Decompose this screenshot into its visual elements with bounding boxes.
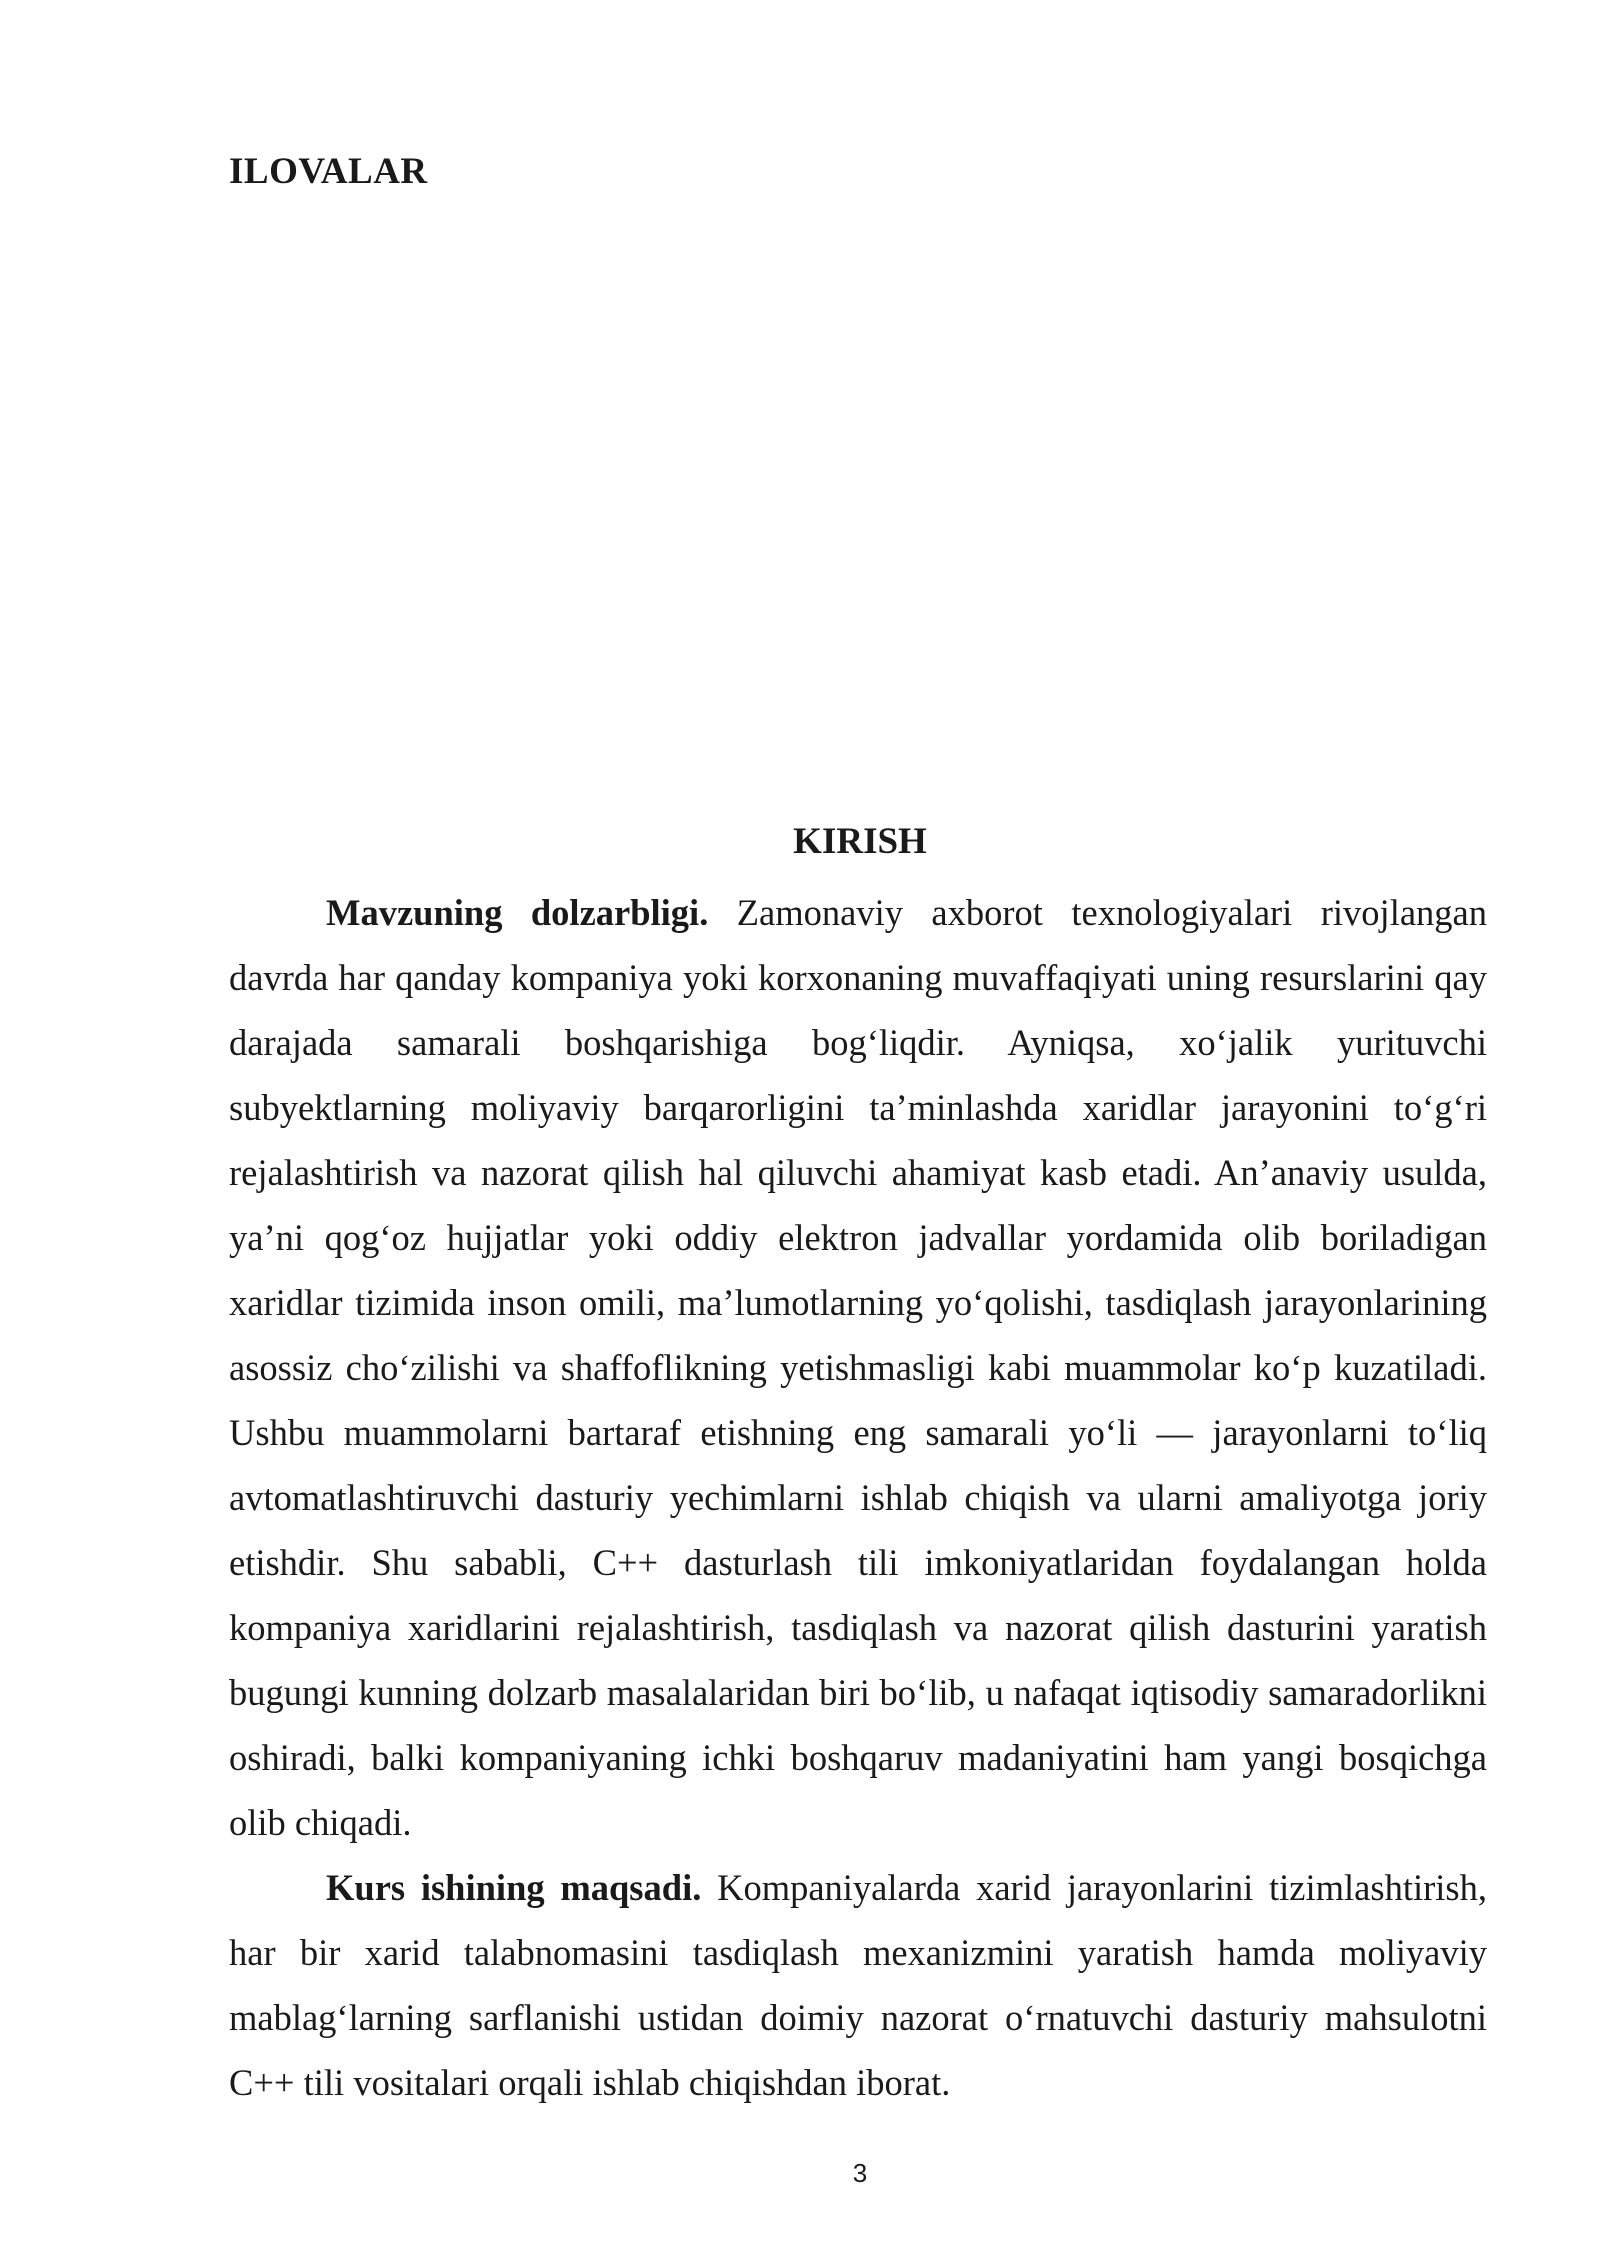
appendix-heading: ILOVALAR xyxy=(229,151,428,192)
body-text xyxy=(229,880,1487,2115)
paragraph-body: Zamonaviy axborot texnologiyalari rivojlangan davrda har qanday kompaniya yoki korxonaning muvaffaqiyati uning resurslarini qay darajada samarali boshqarishiga bog‘liqdir. Ayniqsa, xo‘jalik yurituvchi subyektlarning moliyaviy barqarorligini ta’minlashda xaridlar jarayonini to‘g‘ri rejalashtirish va nazorat qilish hal qiluvchi ahamiyat kasb etadi. An’anaviy usulda, ya’ni qog‘oz hujjatlar yoki oddiy elektron jadvallar yordamida olib boriladigan xaridlar tizimida inson omili, ma’lumotlarning yo‘qolishi, tasdiqlash jarayonlarining asossiz cho‘zilishi va shaffoflikning yetishmasligi kabi muammolar ko‘p kuzatiladi. Ushbu muammolarni bartaraf etishning eng samarali yo‘li — jarayonlarni to‘liq avtomatlashtiruvchi dasturiy yechimlarni ishlab chiqish va ularni amaliyotga joriy etishdir. Shu sababli, C++ dasturlash tili imkoniyatlaridan foydalangan holda kompaniya xaridlarini rejalashtirish, tasdiqlash va nazorat qilish dasturini yaratish bugungi kunning dolzarb masalalaridan biri bo‘lib, u nafaqat iqtisodiy samaradorlikni oshiradi, balki kompaniyaning ichki boshqaruv madaniyatini ham yangi bosqichga olib chiqadi. xyxy=(229,892,1487,1843)
paragraph-lead: Kurs ishining maqsadi. xyxy=(326,1867,702,1908)
section-heading: KIRISH xyxy=(793,821,927,862)
page-number: 3 xyxy=(852,2158,868,2188)
paragraph-relevance xyxy=(229,880,1487,1855)
paragraph-lead: Mavzuning dolzarbligi. xyxy=(326,892,709,933)
paragraph-goal xyxy=(229,1855,1487,2115)
paragraph-body: Kompaniyalarda xarid jarayonlarini tizimlashtirish, har bir xarid talabnomasini tasdiqlash mexanizmini yaratish hamda moliyaviy mablag‘larning sarflanishi ustidan doimiy nazorat o‘rnatuvchi dasturiy mahsulotni C++ tili vositalari orqali ishlab chiqishdan iborat. xyxy=(229,1867,1487,2103)
